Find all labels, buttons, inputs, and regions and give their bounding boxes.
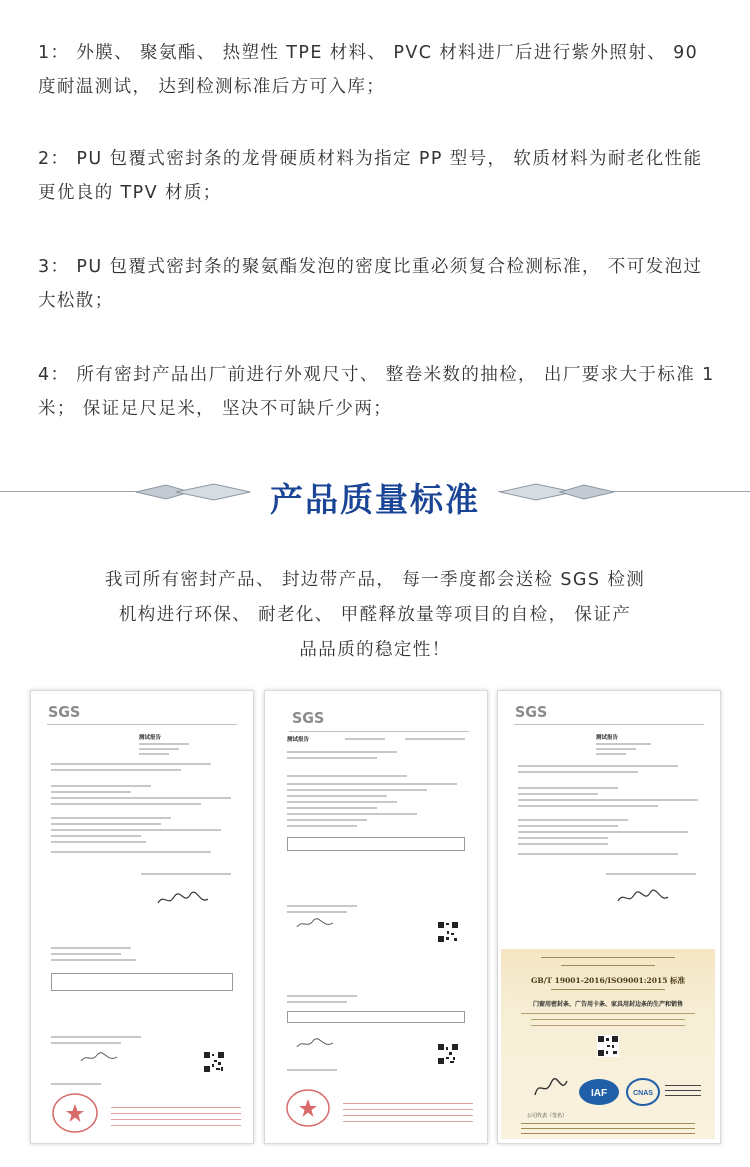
certificate-title: 测试报告	[287, 737, 310, 743]
intro-paragraph	[0, 563, 750, 668]
certificate-2	[264, 690, 488, 1144]
iso-certificate	[501, 949, 715, 1139]
qr-code-icon	[203, 1051, 225, 1073]
signature-icon	[79, 1051, 119, 1065]
certificate-title: 测试报告	[596, 735, 619, 741]
official-seal-icon	[49, 1091, 101, 1135]
iso-representative: 公司代表（签名）	[527, 1113, 568, 1119]
section-title: 产品质量标准	[270, 480, 480, 519]
iso-scope: 门窗用密封条、广告用卡条、家具用封边条的生产和销售	[532, 1001, 683, 1008]
cnas-logo-icon	[625, 1077, 661, 1107]
quality-points-list	[38, 36, 718, 464]
certificate-1	[30, 690, 254, 1144]
certificate-3	[497, 690, 721, 1144]
quality-point-1: 1： 外膜、 聚氨酯、 热塑性 TPE 材料、 PVC 材料进厂后进行紫外照射、 90 度耐温测试， 达到检测标准后方可入库；	[38, 43, 699, 97]
signature-icon	[156, 891, 211, 909]
signature-icon	[616, 889, 671, 907]
intro-line-3: 品品质的稳定性！	[299, 640, 451, 660]
quality-point-2: 2： PU 包覆式密封条的龙骨硬质材料为指定 PP 型号， 软质材料为耐老化性能更优良的 TPV 材质；	[38, 149, 703, 203]
signature-icon	[295, 1037, 335, 1051]
iso-standard: GB/T 19001-2016/ISO9001:2015 标准	[530, 976, 686, 985]
qr-code-icon	[437, 1043, 459, 1065]
qr-code-icon	[597, 1035, 619, 1057]
intro-line-1: 我司所有密封产品、 封边带产品， 每一季度都会送检 SGS 检测	[104, 570, 646, 590]
svg-text:CNAS: CNAS	[633, 1090, 653, 1097]
intro-line-2: 机构进行环保、 耐老化、 甲醛释放量等项目的自检， 保证产	[118, 605, 632, 625]
certificate-title: 测试报告	[139, 735, 162, 741]
signature-icon	[295, 917, 335, 931]
sgs-logo: SGS	[48, 703, 81, 721]
iaf-logo-icon	[577, 1077, 621, 1107]
official-seal-icon	[283, 1087, 333, 1129]
svg-text:IAF: IAF	[590, 1088, 608, 1099]
sgs-logo: SGS	[292, 709, 325, 727]
qr-code-icon	[437, 921, 459, 943]
signature-icon	[531, 1075, 571, 1101]
sgs-logo: SGS	[515, 703, 548, 721]
quality-point-4: 4： 所有密封产品出厂前进行外观尺寸、 整卷米数的抽检， 出厂要求大于标准 1 米； 保证足尺足米， 坚决不可缺斤少两；	[38, 365, 715, 419]
quality-point-3: 3： PU 包覆式密封条的聚氨酯发泡的密度比重必须复合检测标准， 不可发泡过大松散；	[38, 257, 703, 311]
